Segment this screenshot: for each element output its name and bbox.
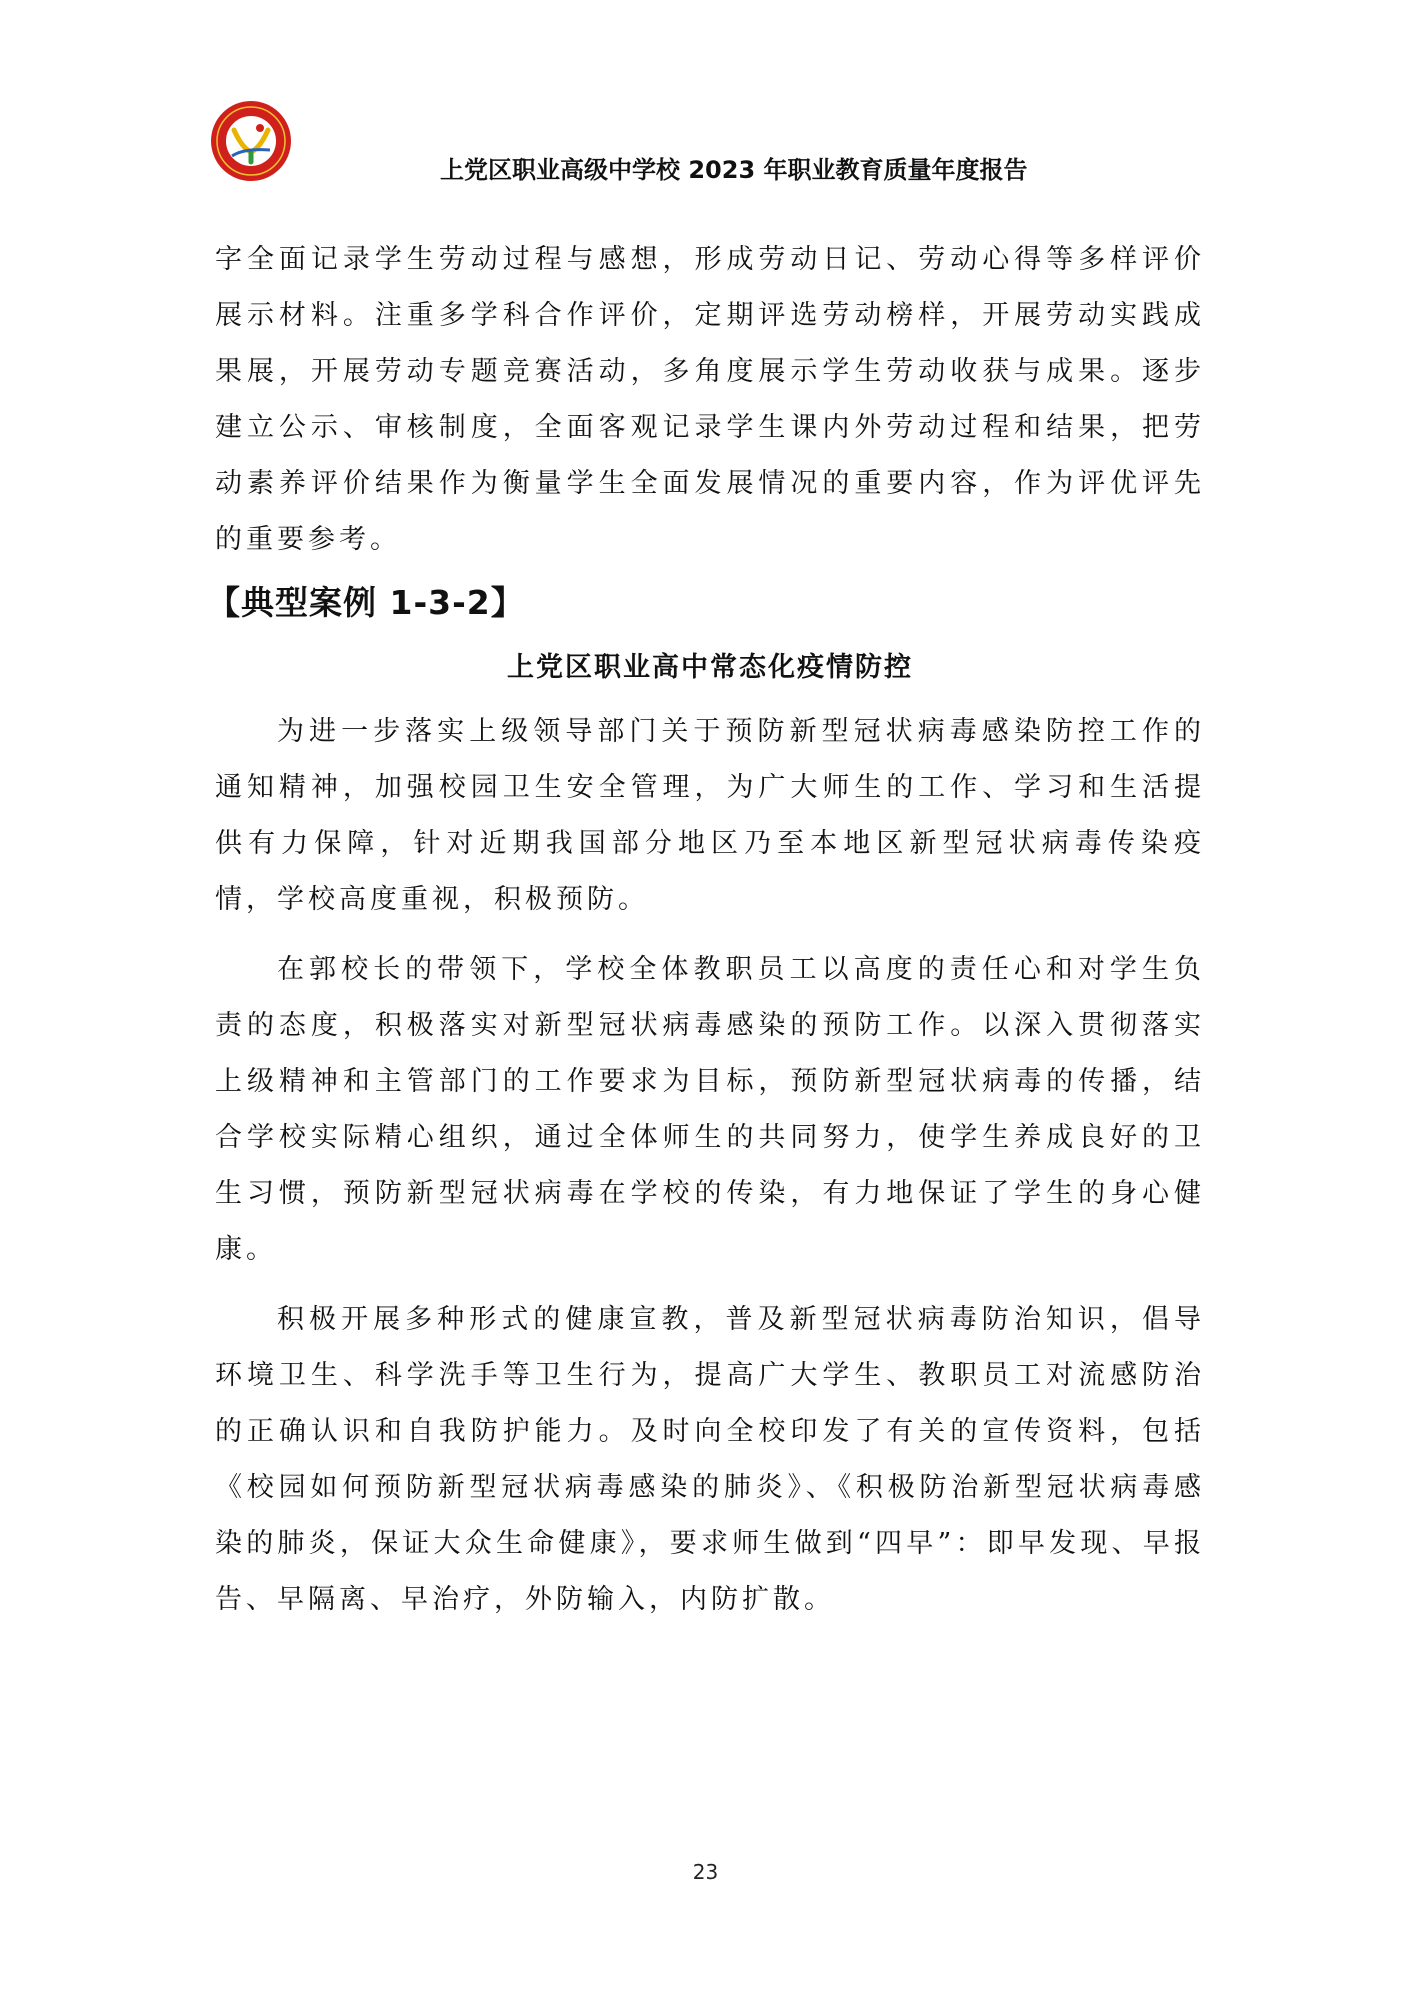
case-heading: 【典型案例 1-3-2】 <box>207 583 525 622</box>
case-paragraph-3: 积极开展多种形式的健康宣教，普及新型冠状病毒防治知识，倡导环境卫生、科学洗手等卫生行为，提高广大学生、教职员工对流感防治的正确认识和自我防护能力。及时向全校印发了有关的宣传资料，包括《校园如何预防新型冠状病毒感染的肺炎》、《积极防治新型冠状病毒感染的肺炎，保证大众生命健康》，要求师生做到“四早”：即早发现、早报告、早隔离、早治疗，外防输入，内防扩散。 <box>215 1304 1205 1615</box>
document-body <box>207 232 1205 1628</box>
case-paragraph-2: 在郭校长的带领下，学校全体教职员工以高度的责任心和对学生负责的态度，积极落实对新型冠状病毒感染的预防工作。以深入贯彻落实上级精神和主管部门的工作要求为目标，预防新型冠状病毒的传播，结合学校实际精心组织，通过全体师生的共同努力，使学生养成良好的卫生习惯，预防新型冠状病毒在学校的传染，有力地保证了学生的身心健康。 <box>215 954 1205 1265</box>
case-title: 上党区职业高中常态化疫情防控 <box>507 652 913 683</box>
intro-paragraph: 字全面记录学生劳动过程与感想，形成劳动日记、劳动心得等多样评价展示材料。注重多学科合作评价，定期评选劳动榜样，开展劳动实践成果展，开展劳动专题竞赛活动，多角度展示学生劳动收获与成果。逐步建立公示、审核制度，全面客观记录学生课内外劳动过程和结果，把劳动素养评价结果作为衡量学生全面发展情况的重要内容，作为评优评先的重要参考。 <box>215 244 1205 555</box>
report-title: 上党区职业高级中学校 2023 年职业教育质量年度报告 <box>440 156 1028 184</box>
school-logo <box>210 100 292 182</box>
case-paragraph-1: 为进一步落实上级领导部门关于预防新型冠状病毒感染防控工作的通知精神，加强校园卫生安全管理，为广大师生的工作、学习和生活提供有力保障，针对近期我国部分地区乃至本地区新型冠状病毒传染疫情，学校高度重视，积极预防。 <box>215 716 1205 915</box>
page-number: 23 <box>692 1860 719 1884</box>
page-header <box>0 0 1411 200</box>
